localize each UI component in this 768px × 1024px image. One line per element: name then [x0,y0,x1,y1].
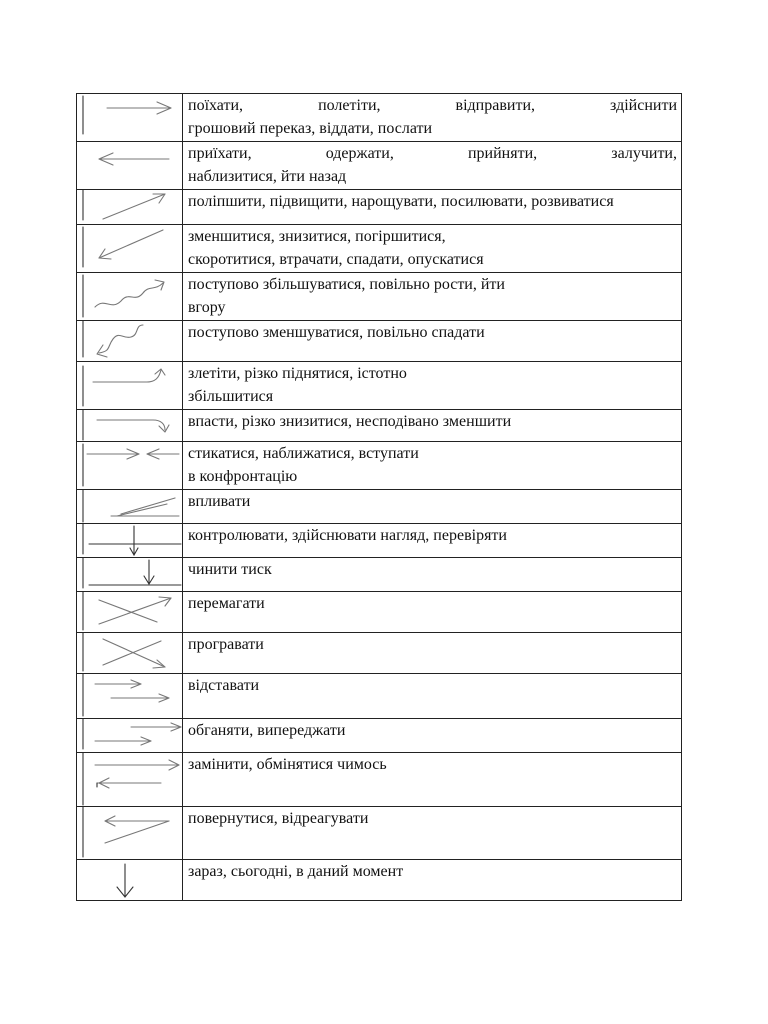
arrow-down-icon [77,860,182,900]
table-row [77,321,682,362]
row-line: замінити, обмінятися чимось [188,756,387,773]
row-line: впливати [188,493,251,510]
arrow-down-onto-line-icon [77,558,182,591]
row-line: поліпшити, підвищити, нарощувати, посилювати, розвиватися [188,193,614,210]
exchange-arrows-icon [77,753,182,806]
row-text [183,719,682,753]
wavy-arrow-up-icon [77,273,182,320]
row-line: перемагати [188,595,265,612]
row-line: в конфронтацію [188,468,298,485]
row-line: повернутися, відреагувати [188,810,369,827]
staggered-arrows-icon [77,674,182,718]
merging-arrows-icon [77,490,183,524]
row-line: грошовий переказ, віддати, послати [188,120,433,137]
wavy-arrow-down-icon [77,321,182,361]
row-line: контролювати, здійснювати нагляд, перевіряти [188,527,507,544]
curved-arrow-up-icon [77,362,183,410]
table-row [77,190,682,225]
arrow-down-icon [77,860,183,901]
table-row [77,807,682,860]
row-line: стикатися, наближатися, вступати [188,445,419,462]
arrow-down-through-line-icon [77,524,182,557]
converging-arrows-icon [77,442,183,490]
curved-arrow-up-icon [77,362,182,409]
row-text [183,860,682,901]
row-text [183,321,682,362]
row-line: обганяти, випереджати [188,722,346,739]
table-row [77,633,682,674]
row-line: впасти, різко знизитися, несподівано зменшити [188,413,512,430]
crossing-arrows-up-icon [77,592,183,633]
row-text [183,273,682,321]
row-text [183,592,682,633]
table-row [77,442,682,490]
curved-arrow-down-icon [77,410,183,442]
row-text [183,442,682,490]
table-row [77,273,682,321]
table-row [77,592,682,633]
row-text [183,225,682,273]
row-line: вгору [188,299,226,316]
table-row [77,860,682,901]
row-line: чинити тиск [188,561,272,578]
staggered-arrows-icon [77,674,183,719]
row-line: зменшитися, знизитися, погіршитися, [188,228,446,245]
return-arrow-icon [77,807,182,859]
table-row [77,410,682,442]
row-text [183,142,682,190]
table-row [77,142,682,190]
merging-arrows-icon [77,490,182,523]
return-arrow-icon [77,807,183,860]
row-line: відставати [188,677,260,694]
row-line: злетіти, різко піднятися, істотно [188,365,407,382]
row-text [183,674,682,719]
arrow-down-left-icon [77,225,182,272]
row-line: поступово збільшуватися, повільно рости, йти [188,276,505,293]
arrow-down-left-icon [77,225,183,273]
crossing-arrows-down-icon [77,633,182,673]
row-line: поступово зменшуватися, повільно спадати [188,324,485,341]
table-row [77,94,682,142]
table-row [77,719,682,753]
row-text [183,94,682,142]
wavy-arrow-down-icon [77,321,183,362]
table-row [77,558,682,592]
row-text [183,490,682,524]
row-line: збільшитися [188,388,274,405]
arrow-down-through-line-icon [77,524,183,558]
row-line: наблизитися, йти назад [188,168,347,185]
row-text [183,633,682,674]
arrow-right-icon [77,94,182,141]
row-text [183,410,682,442]
arrow-up-right-icon [77,190,182,224]
row-line: скоротитися, втрачати, спадати, опускатися [188,251,484,268]
table-row [77,524,682,558]
arrow-right-icon [77,94,183,142]
row-line: приїхати, одержати, прийняти, залучити, [188,145,677,162]
arrow-legend-table [76,93,682,901]
row-text [183,753,682,807]
row-text [183,190,682,225]
exchange-arrows-icon [77,753,183,807]
row-text [183,524,682,558]
converging-arrows-icon [77,442,182,489]
arrow-up-right-icon [77,190,183,225]
curved-arrow-down-icon [77,410,182,441]
table-row [77,753,682,807]
table-row [77,225,682,273]
row-line: програвати [188,636,264,653]
arrow-left-icon [77,142,182,189]
crossing-arrows-up-icon [77,592,182,632]
overtaking-arrows-icon [77,719,183,753]
row-line: поїхати, полетіти, відправити, здійснити [188,97,677,114]
wavy-arrow-up-icon [77,273,183,321]
arrow-down-onto-line-icon [77,558,183,592]
row-line: зараз, сьогодні, в даний момент [188,863,404,880]
overtaking-arrows-icon [77,719,182,752]
arrow-left-icon [77,142,183,190]
table-row [77,362,682,410]
crossing-arrows-down-icon [77,633,183,674]
row-text [183,558,682,592]
table-row [77,490,682,524]
table-row [77,674,682,719]
row-text [183,807,682,860]
row-text [183,362,682,410]
